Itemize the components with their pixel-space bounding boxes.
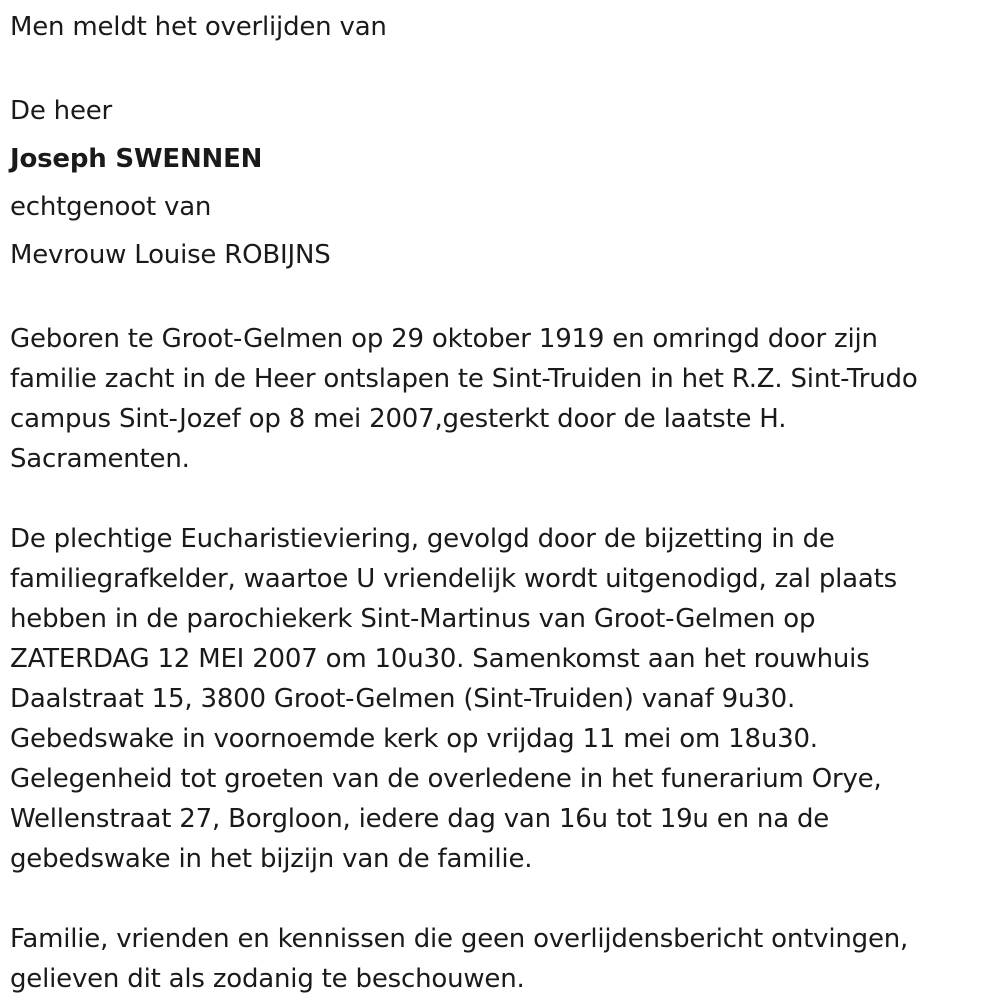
paragraph-line: gebedswake in het bijzijn van de familie. [10,844,533,874]
notice-paragraph [10,919,985,999]
paragraph-line: ZATERDAG 12 MEI 2007 om 10u30. Samenkomst aan het rouwhuis [10,644,870,674]
spacer [10,479,985,519]
deceased-name: Joseph SWENNEN [10,144,263,174]
paragraph-line: Gebedswake in voornoemde kerk op vrijdag 11 mei om 18u30. [10,724,818,754]
paragraph-line: Gelegenheid tot groeten van de overledene in het funerarium Orye, [10,764,882,794]
birth-death-paragraph [10,319,985,479]
paragraph-line: campus Sint-Jozef op 8 mei 2007,gesterkt door de laatste H. [10,404,787,434]
obituary-document [10,7,985,999]
paragraph-line: familiegrafkelder, waartoe U vriendelijk wordt uitgenodigd, zal plaats [10,564,897,594]
paragraph-line: familie zacht in de Heer ontslapen te Sint-Truiden in het R.Z. Sint-Trudo [10,364,918,394]
paragraph-line: gelieven dit als zodanig te beschouwen. [10,964,525,994]
spacer [10,47,985,87]
spouse-name: Mevrouw Louise ROBIJNS [10,240,331,270]
intro-line: Men meldt het overlijden van [10,12,387,42]
title-line: De heer [10,96,113,126]
paragraph-line: Familie, vrienden en kennissen die geen overlijdensbericht ontvingen, [10,924,909,954]
spacer [10,279,985,319]
paragraph-line: De plechtige Eucharistieviering, gevolgd door de bijzetting in de [10,524,835,554]
paragraph-line: Sacramenten. [10,444,190,474]
ceremony-paragraph [10,519,985,879]
spacer [10,879,985,919]
paragraph-line: Wellenstraat 27, Borgloon, iedere dag van 16u tot 19u en na de [10,804,830,834]
relation-line: echtgenoot van [10,192,212,222]
paragraph-line: Geboren te Groot-Gelmen op 29 oktober 1919 en omringd door zijn [10,324,878,354]
paragraph-line: hebben in de parochiekerk Sint-Martinus van Groot-Gelmen op [10,604,816,634]
paragraph-line: Daalstraat 15, 3800 Groot-Gelmen (Sint-Truiden) vanaf 9u30. [10,684,796,714]
